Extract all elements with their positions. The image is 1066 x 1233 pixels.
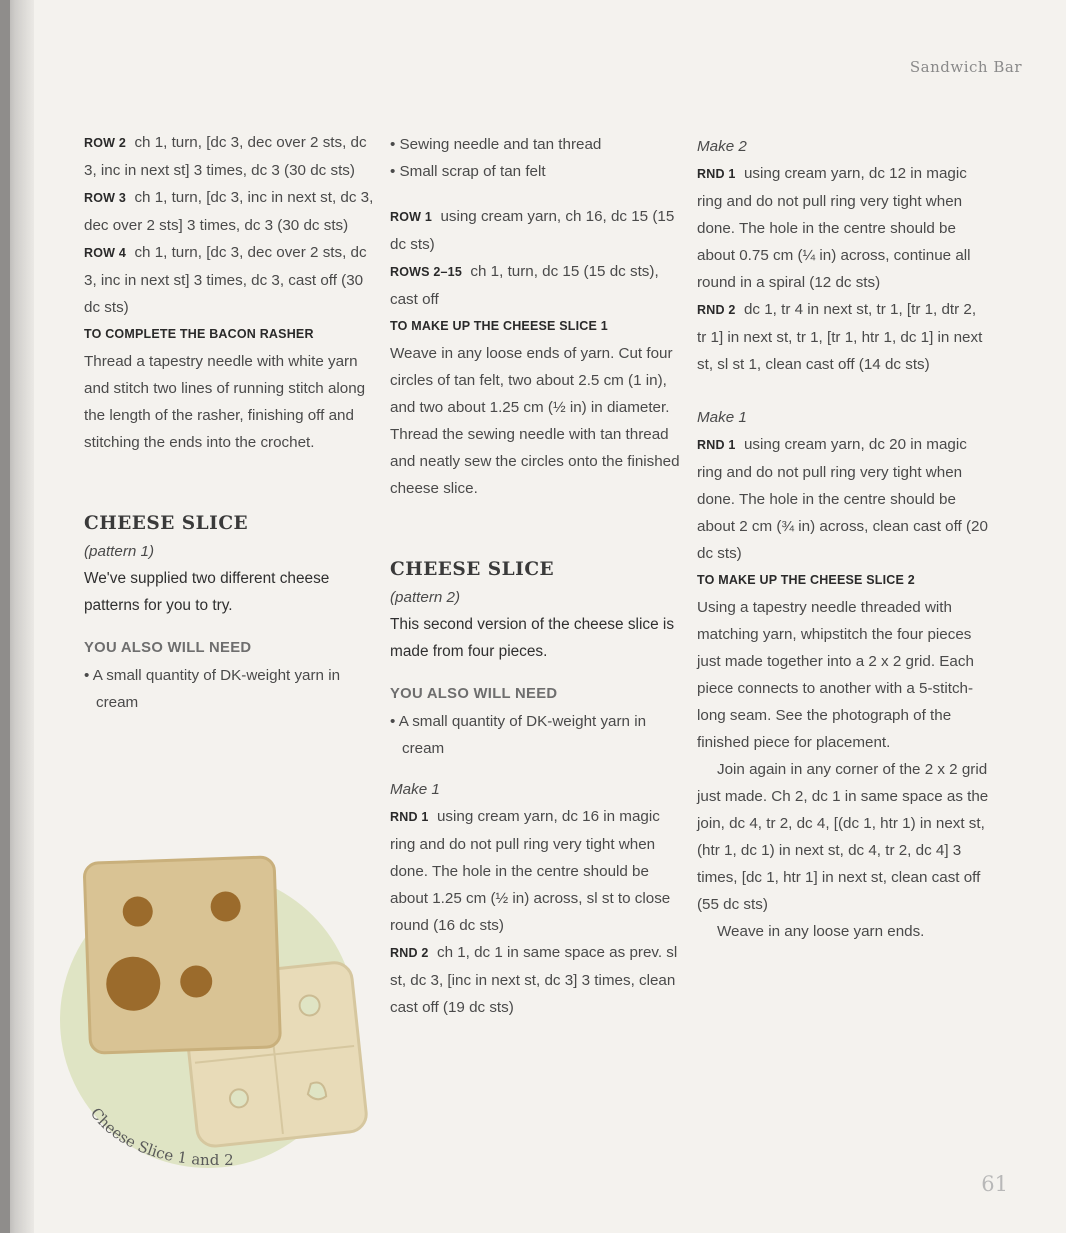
section-heading: TO COMPLETE THE BACON RASHER <box>84 327 314 341</box>
round-label: RND 1 <box>697 438 736 452</box>
round-text: using cream yarn, dc 12 in magic ring and do not pull ring very tight when done. The hole in the centre should be about 0.75 cm (¼ in) across, continue all round in a spiral (12 dc sts) <box>697 165 971 291</box>
pattern-title: CHEESE SLICE <box>390 559 555 580</box>
list-item: • Sewing needle and tan thread <box>390 136 602 153</box>
make-count: Make 1 <box>390 781 440 798</box>
rows-2-15-instruction <box>390 258 680 313</box>
column-1 <box>84 129 374 716</box>
paragraph: Weave in any loose ends of yarn. Cut four circles of tan felt, two about 2.5 cm (1 in), and two about 1.25 cm (½ in) in diameter. Thread the sewing needle with tan thread and neatly sew the circles onto the finished cheese slice. <box>390 345 680 497</box>
column-2 <box>390 131 680 1021</box>
cheese-slice-1 <box>84 857 281 1054</box>
make-count: Make 2 <box>697 138 747 155</box>
round-1-instruction <box>390 803 680 939</box>
round-text: ch 1, dc 1 in same space as prev. sl st, dc 3, [inc in next st, dc 3] 3 times, clean cast off (19 dc sts) <box>390 944 678 1016</box>
materials-list <box>390 131 680 185</box>
pattern-subtitle: (pattern 1) <box>84 543 155 560</box>
round-label: RND 1 <box>697 167 736 181</box>
photo-caption <box>84 1105 284 1185</box>
row-label: ROW 4 <box>84 246 126 260</box>
round-1-instruction <box>697 431 989 567</box>
materials-list <box>84 662 374 716</box>
row-label: ROW 1 <box>390 210 432 224</box>
round-text: dc 1, tr 4 in next st, tr 1, [tr 1, dtr 2, tr 1] in next st, tr 1, [tr 1, htr 1, dc 1] in next st, sl st 1, clean cast off (14 dc sts) <box>697 301 983 373</box>
row-1-instruction <box>390 203 680 258</box>
row-text: ch 1, turn, [dc 3, dec over 2 sts, dc 3, inc in next st] 3 times, dc 3 (30 dc sts) <box>84 134 367 179</box>
section-heading: TO MAKE UP THE CHEESE SLICE 1 <box>390 319 608 333</box>
intro-paragraph: We've supplied two different cheese patterns for you to try. <box>84 570 330 614</box>
intro-paragraph: This second version of the cheese slice is made from four pieces. <box>390 616 675 660</box>
row-text: using cream yarn, ch 16, dc 15 (15 dc sts) <box>390 208 675 253</box>
paragraph: Weave in any loose yarn ends. <box>717 923 925 940</box>
row-text: ch 1, turn, [dc 3, inc in next st, dc 3, dec over 2 sts] 3 times, dc 3 (30 dc sts) <box>84 189 374 234</box>
make-count: Make 1 <box>697 409 747 426</box>
materials-heading: YOU ALSO WILL NEED <box>84 640 252 656</box>
caption-text: Cheese Slice 1 and 2 <box>86 1105 234 1169</box>
row-4-instruction <box>84 239 374 321</box>
page-number: 61 <box>981 1172 1008 1196</box>
paragraph: Thread a tapestry needle with white yarn and stitch two lines of running stitch along the length of the rasher, finishing off and stitching the ends into the crochet. <box>84 353 366 451</box>
materials-heading: YOU ALSO WILL NEED <box>390 686 558 702</box>
round-text: using cream yarn, dc 16 in magic ring and do not pull ring very tight when done. The hole in the centre should be about 1.25 cm (½ in) across, sl st to close round (16 dc sts) <box>390 808 671 934</box>
list-item: • Small scrap of tan felt <box>390 163 546 180</box>
section-heading: TO MAKE UP THE CHEESE SLICE 2 <box>697 573 915 587</box>
column-3 <box>697 133 989 945</box>
round-label: RND 2 <box>697 303 736 317</box>
paragraph: Using a tapestry needle threaded with matching yarn, whipstitch the four pieces just made together into a 2 x 2 grid. Each piece connects to another with a 5-stitch-long seam. See the photograph of the finished piece for placement. <box>697 599 974 751</box>
round-label: RND 1 <box>390 810 429 824</box>
round-2-instruction <box>390 939 680 1021</box>
paragraph: Join again in any corner of the 2 x 2 grid just made. Ch 2, dc 1 in same space as the join, dc 4, tr 2, dc 4, [(dc 1, htr 1) in next st, (htr 1, dc 1) in next st, dc 4, tr 2, dc 4] 3 times, [dc 1, htr 1] in next st, clean cast off (55 dc sts) <box>697 761 989 913</box>
row-label: ROW 3 <box>84 191 126 205</box>
row-3-instruction <box>84 184 374 239</box>
row-2-instruction <box>84 129 374 184</box>
materials-list <box>390 708 680 762</box>
pattern-subtitle: (pattern 2) <box>390 589 461 606</box>
round-1-instruction <box>697 160 989 296</box>
round-2-instruction <box>697 296 989 378</box>
round-label: RND 2 <box>390 946 429 960</box>
row-text: ch 1, turn, [dc 3, dec over 2 sts, dc 3, inc in next st] 3 times, dc 3, cast off (30 dc sts) <box>84 244 367 316</box>
running-head: Sandwich Bar <box>909 58 1022 76</box>
page-spine-edge <box>0 0 10 1233</box>
list-item: • A small quantity of DK-weight yarn in cream <box>390 713 647 757</box>
svg-text:Cheese Slice 1 and 2 <box>87 1105 234 1169</box>
row-text: ch 1, turn, dc 15 (15 dc sts), cast off <box>390 263 659 308</box>
list-item: • A small quantity of DK-weight yarn in cream <box>84 667 341 711</box>
round-text: using cream yarn, dc 20 in magic ring and do not pull ring very tight when done. The hole in the centre should be about 2 cm (¾ in) across, clean cast off (20 dc sts) <box>697 436 988 562</box>
row-label: ROWS 2–15 <box>390 265 462 279</box>
row-label: ROW 2 <box>84 136 126 150</box>
pattern-title: CHEESE SLICE <box>84 513 249 534</box>
